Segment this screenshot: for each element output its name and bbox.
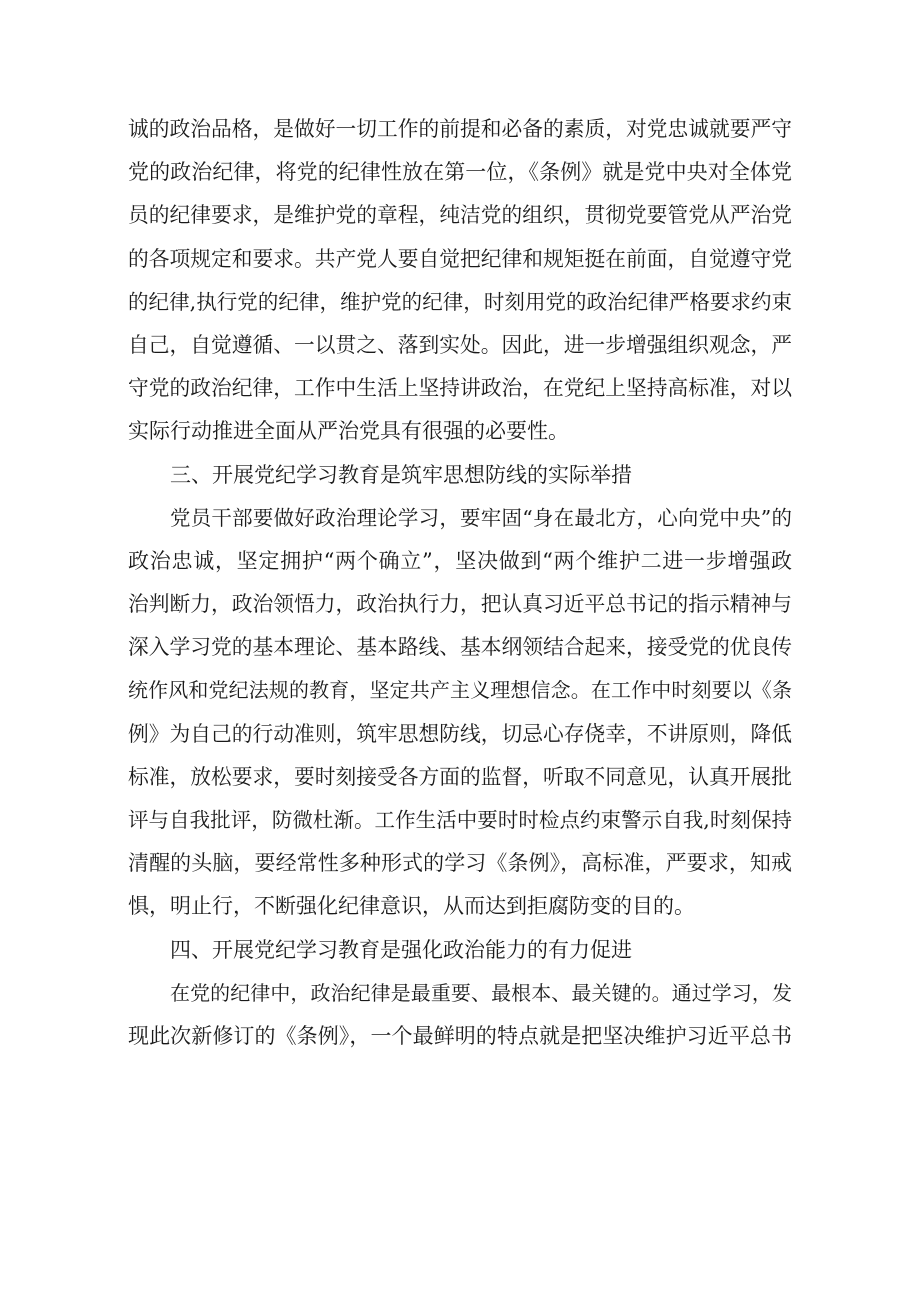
text-line: 自己，自觉遵循、一以贯之、落到实处。因此，进一步增强组织观念，严	[128, 332, 793, 357]
paragraph-2	[128, 497, 792, 929]
text-line: 的各项规定和要求。共产党人要自觉把纪律和规矩挺在前面，自觉遵守党	[128, 246, 793, 271]
text-line: 政治忠诚，坚定拥护“两个确立”，坚决做到“两个维护二进一步增强政	[128, 548, 792, 573]
text-line: 诚的政治品格，是做好一切工作的前提和必备的素质，对党忠诚就要严守	[128, 117, 793, 141]
text-line: 治判断力，政治领悟力，政治执行力，把认真习近平总书记的指示精神与	[128, 592, 793, 617]
text-line: 在党的纪律中，政治纪律是最重要、最根本、最关键的。通过学习，发	[170, 980, 792, 1005]
text-line: 统作风和党纪法规的教育，坚定共产主义理想信念。在工作中时刻要以《条	[128, 678, 792, 703]
text-line: 的纪律,执行党的纪律，维护党的纪律，时刻用党的政治纪律严格要求约束	[128, 289, 792, 314]
text-line: 评与自我批评，防微杜渐。工作生活中要时时检点约束警示自我,时刻保持	[128, 808, 792, 832]
text-line: 守党的政治纪律，工作中生活上坚持讲政治，在党纪上坚持高标准，对以	[128, 376, 793, 401]
text-line: 党的政治纪律，将党的纪律性放在第一位，《条例》就是党中央对全体党	[128, 160, 792, 185]
text-line: 员的纪律要求，是维护党的章程，纯洁党的组织，贯彻党要管党从严治党	[128, 203, 793, 228]
section-heading-3: 三、开展党纪学习教育是筑牢思想防线的实际举措	[170, 462, 632, 487]
text-line: 实际行动推进全面从严治党具有很强的必要性。	[128, 419, 569, 444]
section-heading-4: 四、开展党纪学习教育是强化政治能力的有力促进	[170, 937, 632, 962]
text-line: 现此次新修订的《条例》，一个最鲜明的特点就是把坚决维护习近平总书	[128, 1023, 792, 1048]
text-line: 清醒的头脑，要经常性多种形式的学习《条例》，高标准，严要求，知戒	[128, 851, 792, 876]
text-line: 例》为自己的行动准则，筑牢思想防线，切忌心存侥幸，不讲原则，降低	[128, 721, 793, 746]
paragraph-1	[128, 108, 792, 454]
text-line: 深入学习党的基本理论、基本路线、基本纲领结合起来，接受党的优良传	[128, 635, 793, 660]
text-line: 惧，明止行，不断强化纪律意识，从而达到拒腐防变的目的。	[128, 894, 695, 919]
text-line: 党员干部要做好政治理论学习，要牢固“身在最北方，心向党中央”的	[170, 505, 792, 530]
paragraph-3	[128, 972, 792, 1058]
text-line: 标准，放松要求，要时刻接受各方面的监督，听取不同意见，认真开展批	[128, 764, 793, 789]
document-body	[128, 108, 792, 1058]
